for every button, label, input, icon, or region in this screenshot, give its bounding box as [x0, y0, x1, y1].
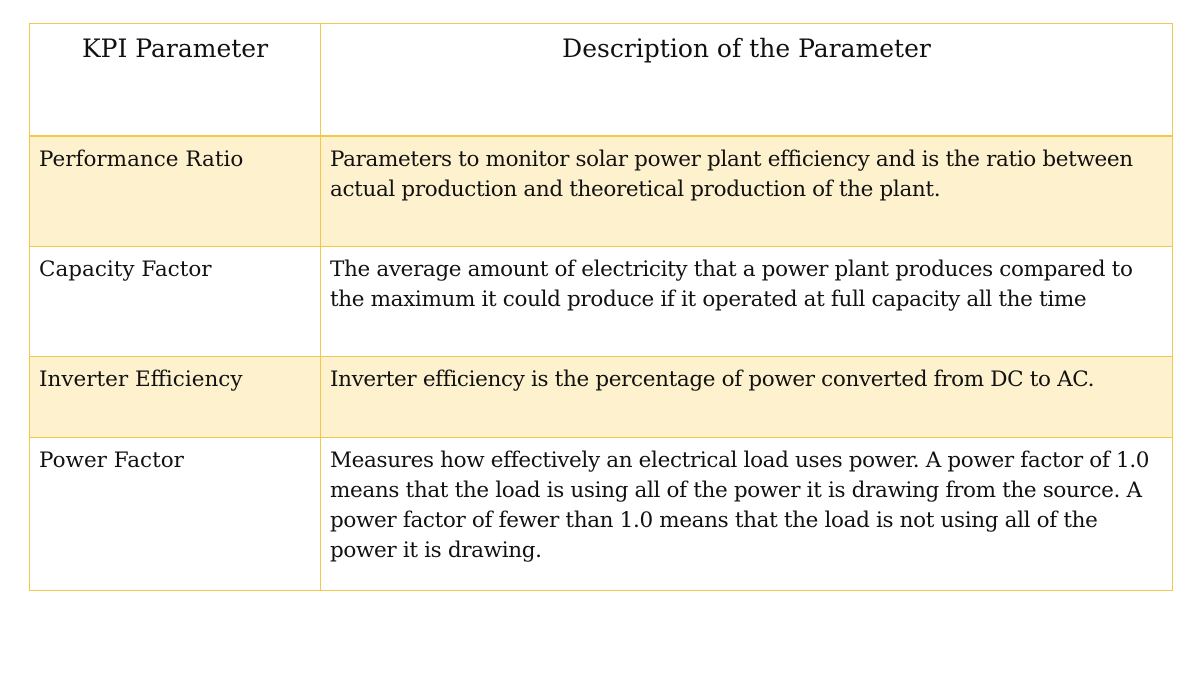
header-description: Description of the Parameter: [321, 24, 1173, 136]
table-row: [30, 357, 1173, 438]
description-cell: The average amount of electricity that a power plant produces compared to the maximum it could produce if it operated at full capacity all the time: [321, 247, 1173, 357]
table-row: [30, 438, 1173, 591]
parameter-cell: Performance Ratio: [30, 136, 321, 247]
kpi-table: [29, 23, 1173, 591]
parameter-cell: Power Factor: [30, 438, 321, 591]
table-header-row: [30, 24, 1173, 136]
parameter-cell: Capacity Factor: [30, 247, 321, 357]
parameter-cell: Inverter Efficiency: [30, 357, 321, 438]
description-cell: Parameters to monitor solar power plant efficiency and is the ratio between actual production and theoretical production of the plant.: [321, 136, 1173, 247]
description-cell: Measures how effectively an electrical load uses power. A power factor of 1.0 means that the load is using all of the power it is drawing from the source. A power factor of fewer than 1.0 means that the load is not using all of the power it is drawing.: [321, 438, 1173, 591]
description-cell: Inverter efficiency is the percentage of power converted from DC to AC.: [321, 357, 1173, 438]
table-row: [30, 136, 1173, 247]
table-row: [30, 247, 1173, 357]
header-kpi-parameter: KPI Parameter: [30, 24, 321, 136]
